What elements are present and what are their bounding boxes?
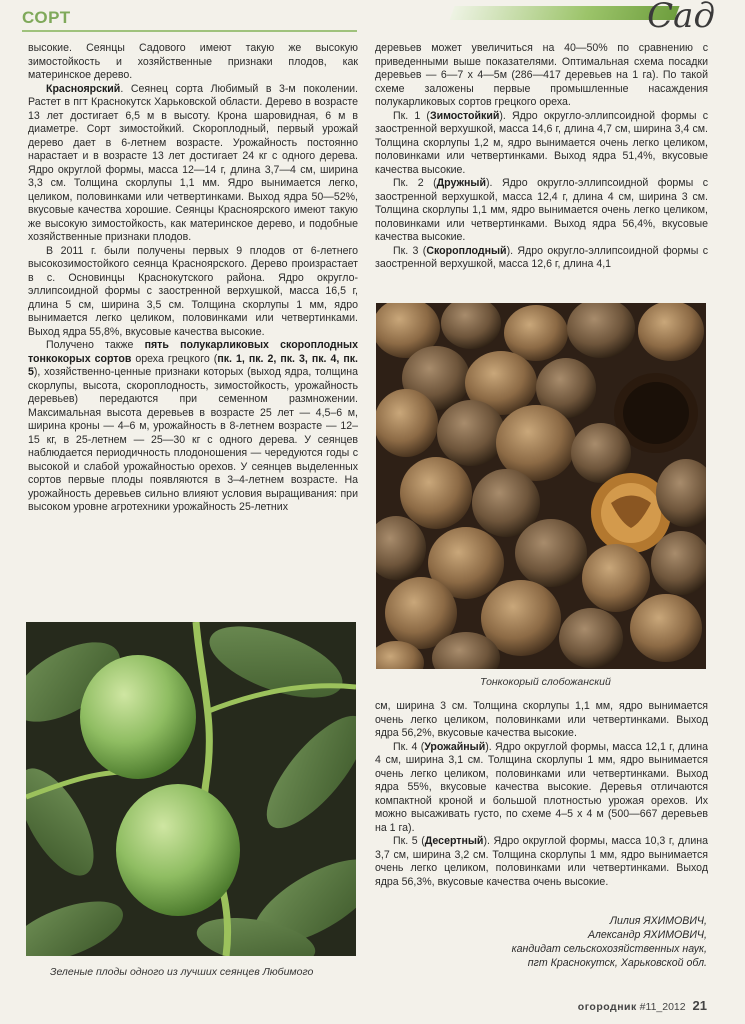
- paragraph: [375, 110, 708, 178]
- paragraph-text: Пк. 2 (: [393, 177, 437, 189]
- variety-name: Урожайный: [424, 740, 486, 753]
- author-name: Александр ЯХИМОВИЧ,: [587, 929, 707, 941]
- variety-name: Зимостойкий: [429, 109, 500, 122]
- paragraph: [375, 177, 708, 245]
- variety-name: Скороплодный: [426, 244, 507, 257]
- paragraph: [28, 83, 358, 245]
- paragraph: деревьев может увеличиться на 40—50% по сравнению с приведенными выше показателями. Оптимальная схема посадки деревьев — 6—7 х 4—5м (286—417 деревьев на 1 га). По такой схеме заложены первые промышленные насаждения полукарликовых сортов грецкого ореха.: [375, 42, 708, 108]
- paragraph-text: ). Ядро округло-эллипсоидной формы с заостренной верхушкой, масса 12,4 г, длина 4 см, ширина 3 см. Толщина скорлупы 1,1 мм, ядро вынимается очень легко целиком, половинками или четвертинками. Выход ядра 56,4%, вкусовые качества высокие.: [375, 177, 708, 243]
- paragraph-text: Пк. 1 (: [393, 109, 430, 122]
- left-column: [28, 42, 358, 515]
- header-band: [449, 6, 679, 20]
- section-tag: СОРТ: [22, 8, 71, 27]
- variety-name: Красноярский: [46, 82, 121, 95]
- paragraph-text: Получено также: [46, 339, 145, 351]
- paragraph: [375, 245, 708, 272]
- paragraph-text: ореха грецкого (: [131, 352, 218, 365]
- issue-number: #11_2012: [639, 1001, 686, 1013]
- author-block: [407, 914, 707, 970]
- walnuts-illustration: [376, 303, 706, 669]
- photo-caption-green-walnuts: Зеленые плоды одного из лучших сеянцев Любимого: [50, 966, 314, 978]
- paragraph-text: Пк. 5 (: [393, 835, 425, 847]
- author-name: Лилия ЯХИМОВИЧ,: [609, 915, 707, 927]
- paragraph: [375, 835, 708, 889]
- paragraph-text: ). Ядро округлой формы, масса 10,3 г, длина 3,7 см, ширина 3,2 см. Толщина скорлупы 1 мм, ядро вынимается очень легко целиком, половинками или четвертинками. Выход ядра 56,3%, вкусовые качества очень высокие.: [375, 835, 708, 888]
- paragraph: см, ширина 3 см. Толщина скорлупы 1,1 мм, ядро вынимается очень легко целиком, половинками или четвертинками. Выход ядра 56,2%, вкусовые качества высокие.: [375, 700, 708, 739]
- page-number: 21: [692, 998, 707, 1013]
- variety-name: Дружный: [436, 177, 486, 189]
- author-credential: кандидат сельскохозяйственных наук,: [511, 943, 707, 955]
- author-location: пгт Краснокутск, Харьковской обл.: [527, 957, 707, 969]
- bold-text: пк. 1, пк. 2, пк. 3, пк. 4, пк. 5: [28, 352, 358, 378]
- right-column-bottom: [375, 700, 708, 889]
- paragraph-text: . Сеянец сорта Любимый в 3-м поколении. Растет в пгт Краснокутск Харьковской области. Дерево в возрасте 13 лет достигает 6,5 м в высоту. Крона шаровидная, 6 м в диаметре. Сорт зимостойкий. Скороплодный, первый урожай дерево дает в 6-летнем возрасте. Урожайность постоянно нарастает и в возрасте 13 лет достигает 24 кг с одного дерева. Ядро округлой формы, масса 12—14 г, длина 3,7—4 см, ширина 3,3 см. Толщина скорлупы 1,1 мм. Ядро вынимается легко, целиком, половинками или четвертинками. Выход ядра 50—52%, вкусовые качества хорошие. Сеянцы Красноярского имеют такую же высокую зимостойкость, как материнское дерево, и подобные хозяйственные признаки плодов.: [28, 82, 358, 243]
- paragraph-text: Пк. 3 (: [393, 244, 427, 257]
- paragraph: [28, 339, 358, 515]
- variety-name: Десертный: [424, 835, 484, 847]
- magazine-name: огородник: [577, 1001, 637, 1013]
- walnuts-photo: [376, 303, 706, 669]
- paragraph: В 2011 г. были получены первых 9 плодов от 6-летнего высокозимостойкого сеянца Красноярского. Дерево произрастает в с. Основинцы Краснокутского района. Ядро округло-эллипсоидной формы с заостренной верхушкой, масса 16,5 г, длина 5 см, ширина 3,5 см. Толщина скорлупы 1 мм, ядро вынимается легко целиком, половинками или четвертинками. Выход ядра 55,8%, вкусовые качества высокие.: [28, 244, 358, 338]
- paragraph-text: Пк. 4 (: [393, 740, 425, 753]
- paragraph-text: ), хозяйственно-ценные признаки которых (выход ядра, толщина скорлупы, высота, скороплодность, зимостойкость, урожайность деревьев) передаются при семенном размножении. Максимальная высота деревьев в возрасте 25 лет — 4,5–6 м, ширина кроны — 4–6 м, урожайность в 8-летнем возрасте — 12–15 кг, в 25-летнем — 25—30 кг с одного дерева. У сеянцев наблюдается периодичность плодоношения — чередуются годы с высокой и слабой урожайностью орехов. У сеянцев выделенных сортов первые плоды появляются в 3–4-летнем возрасте. На урожайность деревьев сильно влияют условия выращивания: при высоком уровне агротехники урожайность 25-летних: [28, 366, 358, 513]
- paragraph: высокие. Сеянцы Садового имеют такую же высокую зимостойкость и хозяйственные признаки плодов, как материнское дерево.: [28, 42, 358, 81]
- paragraph: [375, 741, 708, 836]
- photo-caption-nuts: Тонкокорый слобожанский: [480, 676, 611, 688]
- paragraph-text: ). Ядро округло-эллипсоидной формы с заостренной верхушкой, масса 12,6 г, длина 4,1: [375, 244, 709, 270]
- green-walnuts-illustration: [26, 622, 356, 956]
- right-column-top: [375, 42, 708, 272]
- page-footer: [578, 998, 707, 1013]
- magazine-logo: Сад: [647, 0, 715, 36]
- paragraph-text: ). Ядро округлой формы, масса 12,1 г, длина 4 см, ширина 3,1 см. Толщина скорлупы 1 мм, ядро вынимается очень легко целиком, половинками или четвертинками. Выход ядра 55%, вкусовые качества высокие. Деревья отличаются компактной кроной и большой плотностью урожая орехов. Их можно высаживать густо, по схеме 4–5 х 4 м (500—667 деревьев на 1 га).: [375, 740, 709, 834]
- paragraph-text: ). Ядро округло-эллипсоидной формы с заостренной верхушкой, масса 14,6 г, длина 4,7 см, ширина 3,4 см. Толщина скорлупы 1,2 м, ядро вынимается очень легко целиком, половинками или четвертинками. Выход ядра 51,4%, вкусовые качества высокие.: [375, 109, 708, 176]
- header-rule: [22, 30, 357, 32]
- bold-text: пять полукарликовых скороплодных тонкокорых сортов: [28, 339, 358, 365]
- green-walnuts-photo: [26, 622, 356, 956]
